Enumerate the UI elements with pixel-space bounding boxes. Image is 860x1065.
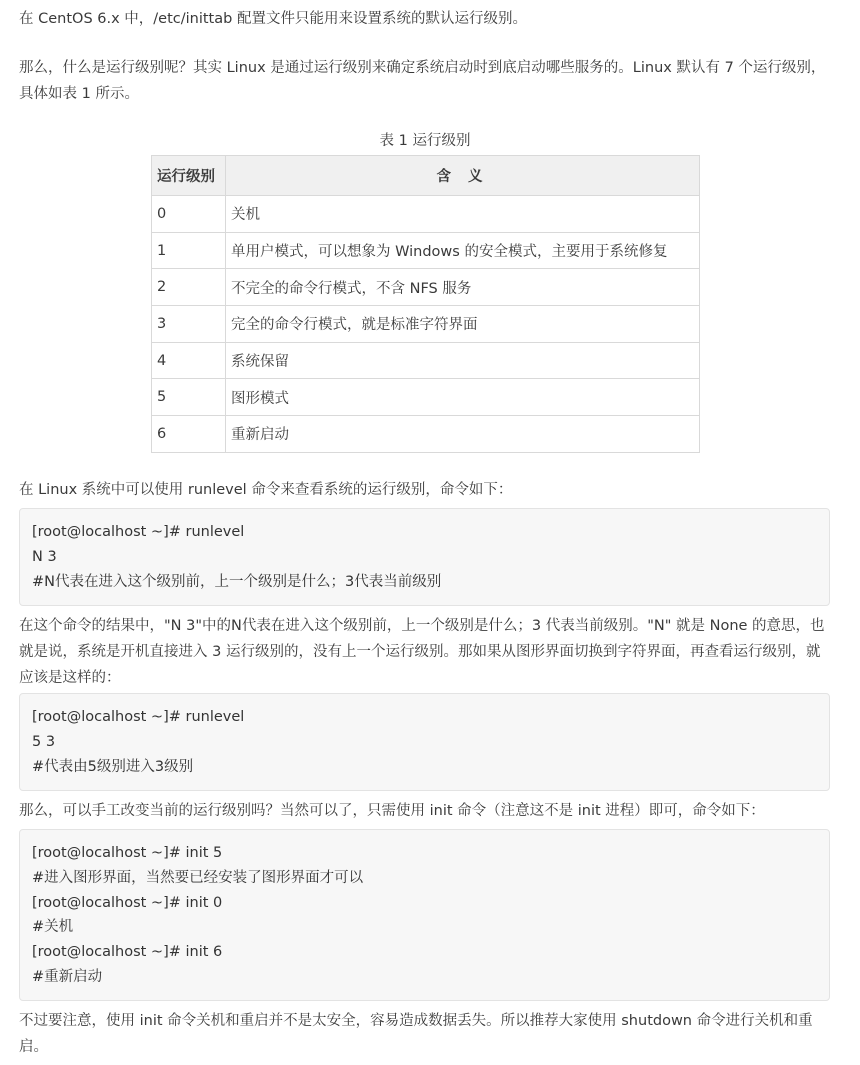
table-cell-meaning: 不完全的命令行模式，不含 NFS 服务 <box>226 269 700 306</box>
table-cell-level: 4 <box>152 342 226 379</box>
code-line: #代表由5级别进入3级别 <box>32 758 194 775</box>
init-command-paragraph: 那么，可以手工改变当前的运行级别吗？当然可以了，只需使用 init 命令（注意这不是 init 进程）即可，命令如下： <box>19 803 765 819</box>
table-row <box>152 416 700 453</box>
table-cell-level: 1 <box>152 232 226 269</box>
code-line: #关机 <box>32 919 74 936</box>
header-meaning: 含 义 <box>226 156 700 196</box>
table-row <box>152 342 700 379</box>
table-row <box>152 379 700 416</box>
code-block-init[interactable] <box>19 829 830 1001</box>
runlevel-explanation-paragraph: 那么，什么是运行级别呢？其实 Linux 是通过运行级别来确定系统启动时到底启动哪些服务的。Linux 默认有 7 个运行级别，具体如表 1 所示。 <box>19 60 826 102</box>
code-line: [root@localhost ~]# init 6 <box>32 944 223 961</box>
intro-paragraph: 在 CentOS 6.x 中，/etc/inittab 配置文件只能用来设置系统的默认运行级别。 <box>19 11 527 27</box>
table-cell-level: 5 <box>152 379 226 416</box>
table-cell-meaning: 关机 <box>226 196 700 233</box>
code-block-runlevel[interactable] <box>19 508 830 606</box>
code-line: 5 3 <box>32 733 56 750</box>
table-cell-meaning: 完全的命令行模式，就是标准字符界面 <box>226 306 700 343</box>
table-cell-meaning: 图形模式 <box>226 379 700 416</box>
code-line: [root@localhost ~]# init 5 <box>32 845 223 861</box>
table-row <box>152 196 700 233</box>
table-cell-level: 0 <box>152 196 226 233</box>
runlevel-table <box>151 155 700 453</box>
table-row <box>152 306 700 343</box>
table-cell-level: 6 <box>152 416 226 453</box>
code-block-runlevel-switched[interactable] <box>19 693 830 791</box>
code-line: [root@localhost ~]# init 0 <box>32 894 223 911</box>
shutdown-advice-paragraph: 不过要注意，使用 init 命令关机和重启并不是太安全，容易造成数据丢失。所以推荐大家使用 shutdown 命令进行关机和重启。 <box>19 1013 813 1055</box>
table-caption: 表 1 运行级别 <box>379 133 471 149</box>
table-cell-meaning: 单用户模式，可以想象为 Windows 的安全模式，主要用于系统修复 <box>226 232 700 269</box>
runlevel-result-paragraph: 在这个命令的结果中，"N 3"中的N代表在进入这个级别前，上一个级别是什么；3 代表当前级别。"N" 就是 None 的意思，也就是说，系统是开机直接进入 3 运行级别的，没有上一个运行级别。那如果从图形界面切换到字符界面，再查看运行级别，就应该是这样的： <box>19 618 825 686</box>
table-cell-level: 3 <box>152 306 226 343</box>
table-cell-meaning: 系统保留 <box>226 342 700 379</box>
table-row <box>152 269 700 306</box>
table-row <box>152 232 700 269</box>
code-line: #N代表在进入这个级别前，上一个级别是什么；3代表当前级别 <box>32 573 442 590</box>
code-line: #进入图形界面，当然要已经安装了图形界面才可以 <box>32 869 364 886</box>
code-line: #重新启动 <box>32 968 103 985</box>
runlevel-command-paragraph: 在 Linux 系统中可以使用 runlevel 命令来查看系统的运行级别，命令如下： <box>19 482 513 498</box>
code-line: N 3 <box>32 548 57 565</box>
code-line: [root@localhost ~]# runlevel <box>32 709 245 725</box>
header-runlevel: 运行级别 <box>152 156 226 196</box>
table-cell-level: 2 <box>152 269 226 306</box>
code-line: [root@localhost ~]# runlevel <box>32 524 245 540</box>
table-cell-meaning: 重新启动 <box>226 416 700 453</box>
table-header-row <box>152 156 700 196</box>
